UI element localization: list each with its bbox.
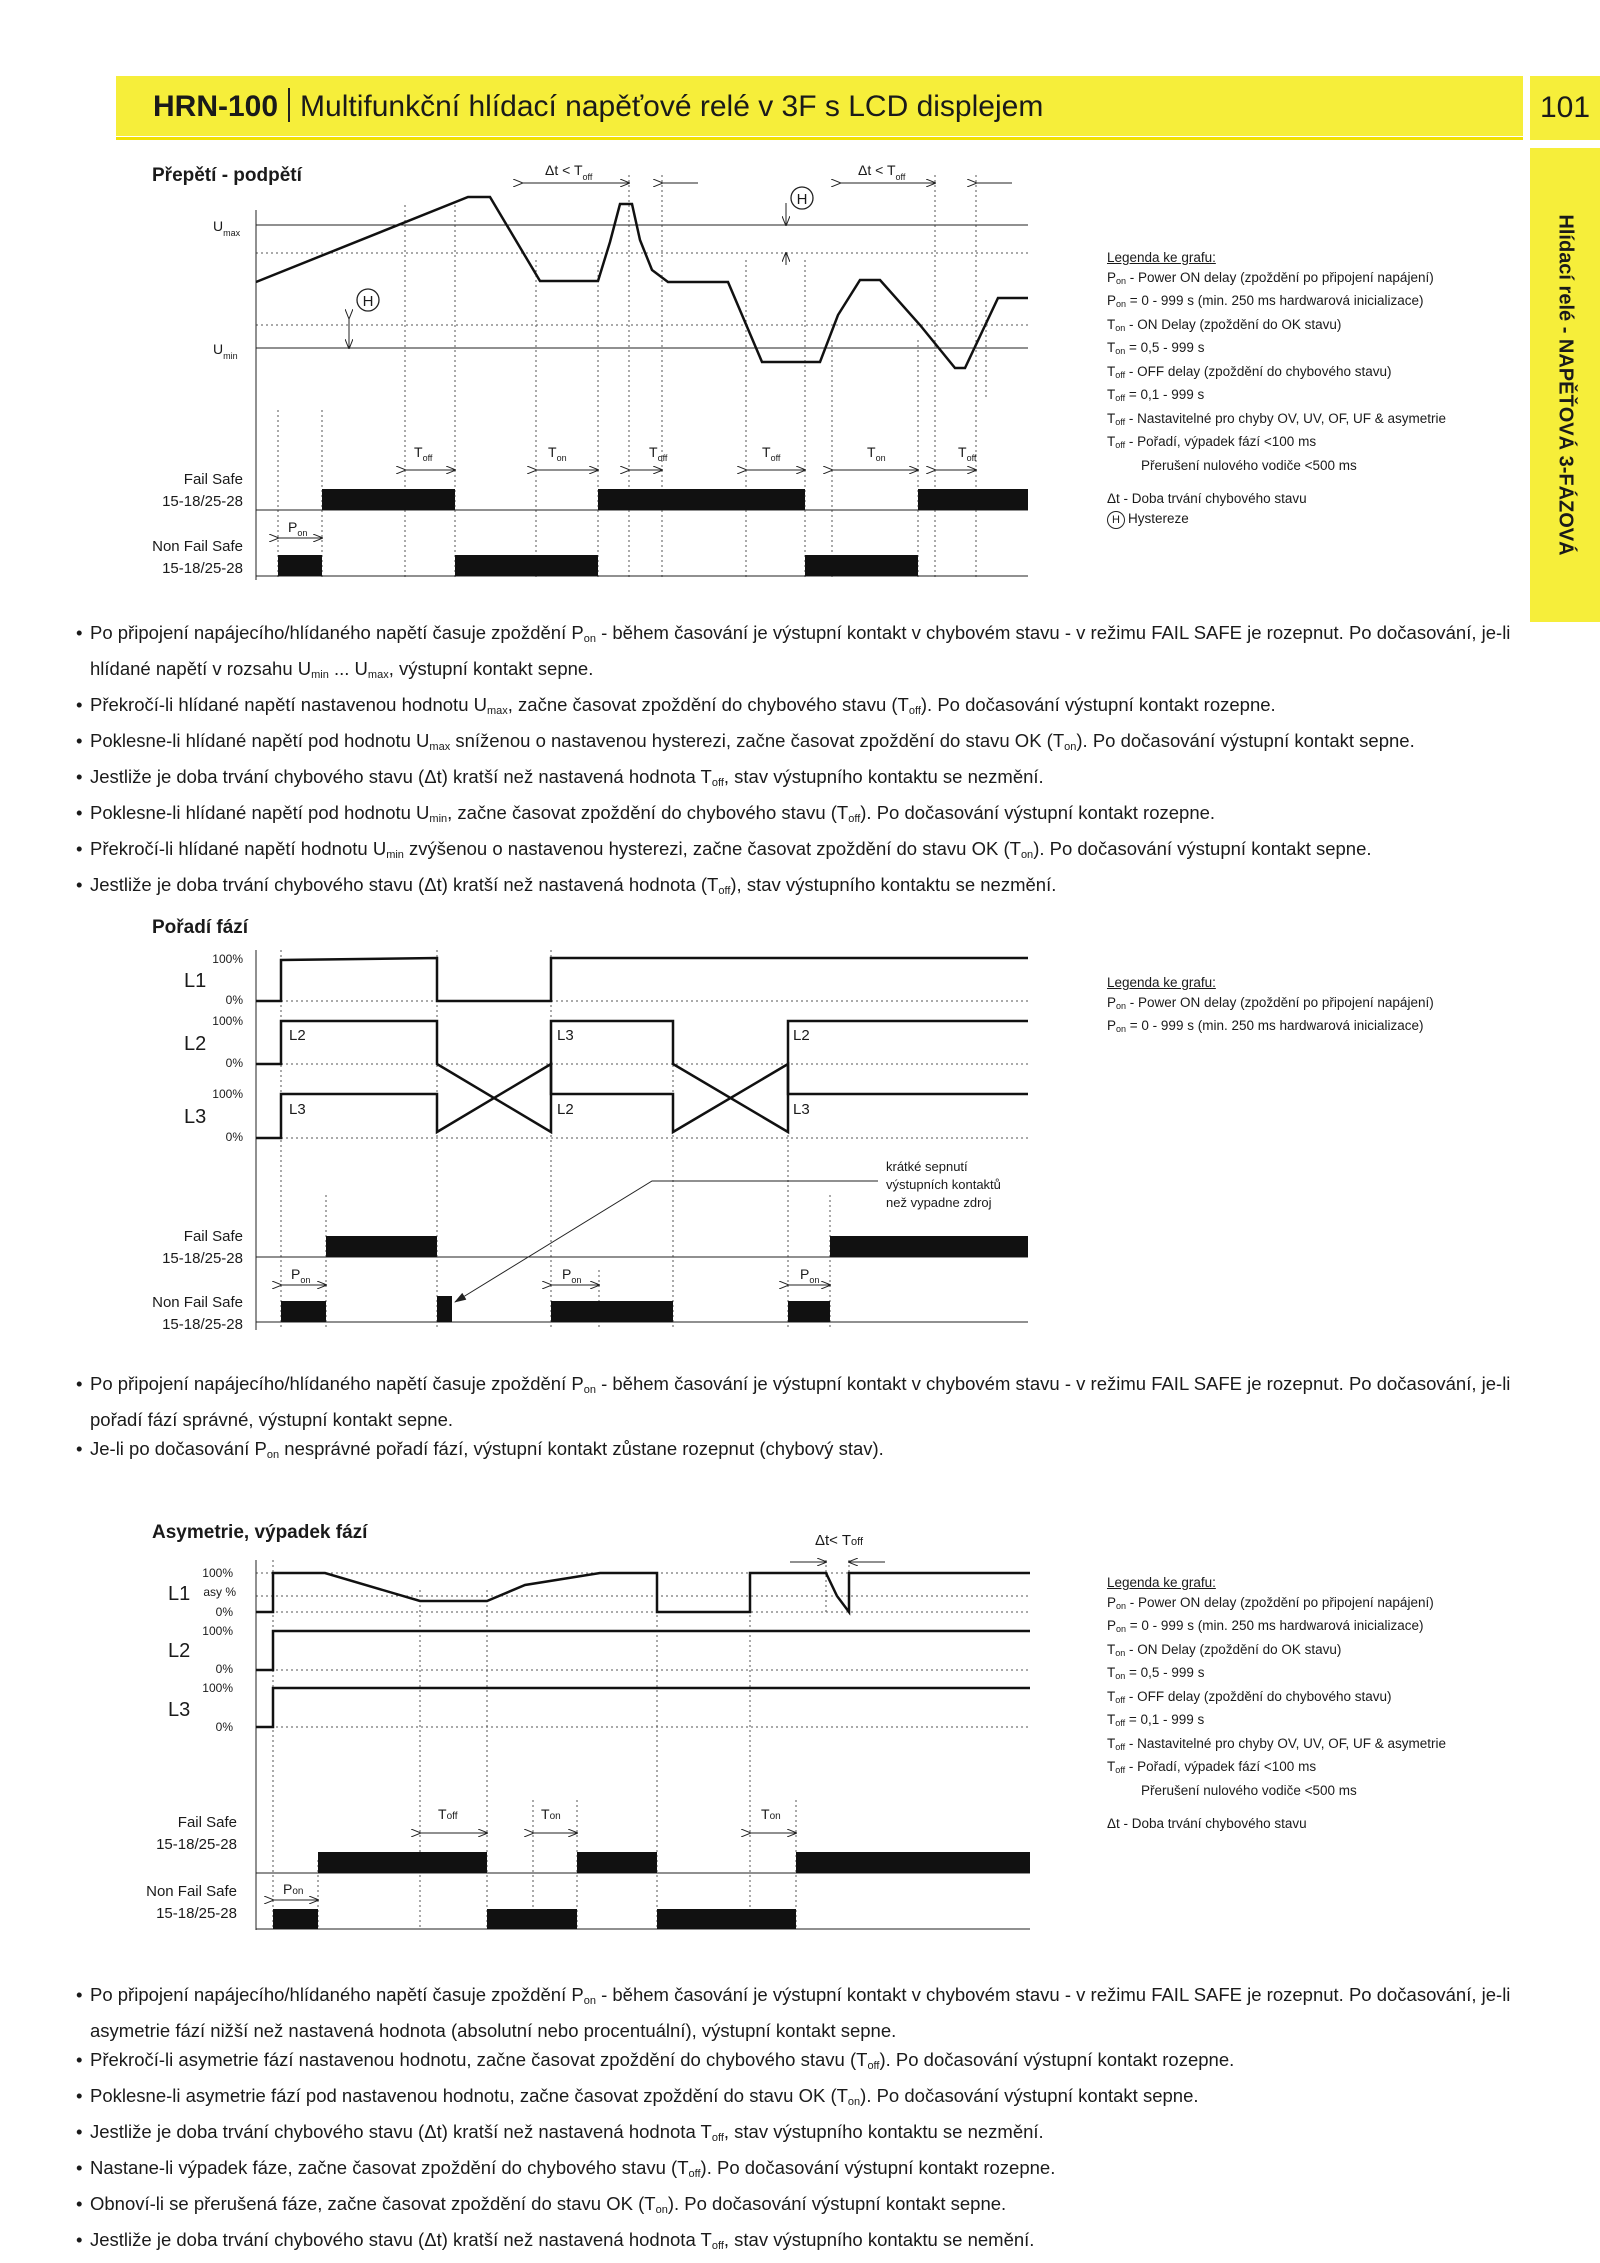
bullet-subscript: on bbox=[583, 1384, 596, 1396]
fs-bar bbox=[598, 489, 805, 510]
bullet-text: , začne časovat zpoždění do chybového stavu (T bbox=[447, 802, 849, 823]
bullet-subscript: on bbox=[583, 633, 596, 645]
legend-dt: Δt - Doba trvání chybového stavu bbox=[1107, 1816, 1307, 1831]
bullet-text: Jestliže je doba trvání chybového stavu (Δt) kratší než nastavená hodnota T bbox=[90, 2121, 712, 2142]
l1-label: L1 bbox=[168, 1583, 191, 1605]
l3-signal bbox=[256, 1688, 1030, 1727]
legend-symbol: P bbox=[1107, 994, 1117, 1010]
legend-symbol: T bbox=[1107, 1688, 1116, 1704]
fs-label: Fail Safe bbox=[183, 1228, 243, 1245]
bullet-subscript: off bbox=[711, 2240, 724, 2252]
chart3-time-markers bbox=[256, 1560, 1030, 1930]
legend-subscript: on bbox=[1115, 1671, 1126, 1681]
nfs-bar bbox=[437, 1296, 452, 1322]
t-sub: on bbox=[769, 1811, 781, 1822]
legend-symbol: P bbox=[1107, 1018, 1117, 1033]
t-symbol: T bbox=[548, 444, 557, 460]
chart1-row-labels bbox=[152, 471, 243, 577]
chart2-time-markers bbox=[256, 950, 1028, 1330]
bullet-subscript: off bbox=[711, 2132, 724, 2144]
page-number: 101 bbox=[1530, 76, 1600, 140]
legend-text: = 0,1 - 999 s bbox=[1125, 1712, 1205, 1727]
chart2-note bbox=[886, 1159, 1001, 1210]
bullet-subscript: on bbox=[1020, 849, 1034, 861]
legend-text: = 0 - 999 s (min. 250 ms hardwarová inicializace) bbox=[1126, 1018, 1424, 1033]
note-line: krátké sepnutí bbox=[886, 1159, 968, 1174]
legend-text: - ON Delay (zpoždění do OK stavu) bbox=[1125, 316, 1342, 332]
fs-terminals: 15-18/25-28 bbox=[162, 1250, 243, 1267]
bullet-subscript: on bbox=[583, 1995, 596, 2007]
pon-label bbox=[283, 1881, 303, 1897]
bullet-subscript: on bbox=[266, 1449, 280, 1461]
bullet-subscript: min bbox=[311, 669, 329, 681]
chart1-arrows bbox=[278, 183, 1012, 538]
pon-sub: on bbox=[571, 1275, 582, 1285]
l1-asy: asy % bbox=[203, 1585, 236, 1599]
seq-label: L2 bbox=[793, 1027, 810, 1044]
umax-sub: max bbox=[223, 228, 241, 238]
legend-subscript: on bbox=[1116, 1000, 1127, 1011]
nfs-terminals: 15-18/25-28 bbox=[162, 1316, 243, 1333]
t-symbol: T bbox=[541, 1806, 550, 1822]
seq-label: L3 bbox=[793, 1101, 810, 1118]
l2-label: L2 bbox=[168, 1640, 191, 1662]
legend-subscript: off bbox=[1115, 416, 1126, 427]
pon-sub: on bbox=[809, 1275, 820, 1285]
seq-label: L2 bbox=[289, 1027, 306, 1044]
l3-0: 0% bbox=[225, 1130, 243, 1144]
dt-text: Δt < T bbox=[545, 162, 583, 178]
fs-bar bbox=[830, 1236, 1028, 1257]
fs-label: Fail Safe bbox=[177, 1814, 237, 1831]
legend-subscript: off bbox=[1115, 1765, 1126, 1775]
fs-label: Fail Safe bbox=[183, 471, 243, 488]
l3-label: L3 bbox=[168, 1699, 191, 1721]
legend-symbol: T bbox=[1107, 316, 1116, 332]
legend-indent: Přerušení nulového vodiče <500 ms bbox=[1141, 1782, 1357, 1798]
bullet-text: ), stav výstupního kontaktu se nezmění. bbox=[730, 874, 1057, 895]
legend-text: - Power ON delay (zpoždění po připojení napájení) bbox=[1126, 1594, 1434, 1610]
legend-subscript: off bbox=[1115, 369, 1126, 380]
legend-text: - Nastavitelné pro chyby OV, UV, OF, UF & asymetrie bbox=[1125, 1735, 1446, 1751]
hysteresis-symbol: H bbox=[1107, 511, 1125, 529]
fs-bar bbox=[322, 489, 455, 510]
pon-label bbox=[800, 1266, 819, 1285]
bullet-text: Poklesne-li asymetrie fází pod nastavenou hodnotu, začne časovat zpoždění do stavu OK (T bbox=[90, 2085, 848, 2106]
legend-text: - Nastavitelné pro chyby OV, UV, OF, UF & asymetrie bbox=[1125, 410, 1446, 426]
legend-subscript: on bbox=[1115, 322, 1126, 333]
nfs-terminals: 15-18/25-28 bbox=[162, 560, 243, 577]
nfs-bars bbox=[281, 1296, 830, 1322]
dt-sub: off bbox=[895, 172, 906, 182]
bullet-text: - během časování je výstupní kontakt v chybovém stavu - v režimu FAIL SAFE je rozepnut. Po dočasování, je-li pořadí fází správné, výstupní kontakt sepne. bbox=[90, 1373, 1511, 1430]
legend-subscript: off bbox=[1115, 440, 1126, 450]
l1-signal bbox=[256, 958, 1028, 1001]
dt-sub: off bbox=[582, 172, 593, 182]
t-symbol: T bbox=[761, 1806, 770, 1822]
bullet-text: Po připojení napájecího/hlídaného napětí časuje zpoždění P bbox=[90, 1984, 584, 2005]
legend-symbol: T bbox=[1107, 1759, 1116, 1774]
legend-text: - Pořadí, výpadek fází <100 ms bbox=[1125, 434, 1317, 449]
bullet-subscript: max bbox=[486, 705, 508, 717]
l3-100: 100% bbox=[212, 1087, 243, 1101]
pon-sub: on bbox=[300, 1275, 311, 1285]
bullet-text: Poklesne-li hlídané napětí pod hodnotu U bbox=[90, 730, 430, 751]
bullet-text: ). Po dočasování výstupní kontakt rozepne. bbox=[879, 2049, 1235, 2070]
l3-100: 100% bbox=[202, 1681, 233, 1695]
legend-hysteresis-text: Hystereze bbox=[1128, 510, 1189, 526]
bullet-subscript: off bbox=[848, 813, 861, 825]
dt-label bbox=[815, 1532, 864, 1549]
l1-signal bbox=[256, 1573, 1030, 1612]
nfs-bar bbox=[805, 555, 918, 576]
umin-label bbox=[213, 341, 238, 361]
note-line: než vypadne zdroj bbox=[886, 1195, 992, 1210]
legend-symbol: T bbox=[1107, 387, 1116, 402]
fs-bars bbox=[326, 1236, 1028, 1257]
nfs-bar bbox=[788, 1301, 830, 1322]
t-label bbox=[761, 1806, 781, 1822]
chart2-title: Pořadí fází bbox=[152, 917, 249, 938]
legend-symbol: T bbox=[1107, 434, 1116, 449]
note-line: výstupních kontaktů bbox=[886, 1177, 1001, 1192]
l1-label: L1 bbox=[184, 970, 207, 992]
t-symbol: T bbox=[649, 444, 658, 460]
legend-symbol: T bbox=[1107, 1665, 1116, 1680]
bullet-subscript: off bbox=[908, 705, 921, 717]
nfs-bar bbox=[278, 555, 322, 576]
legend-subscript: off bbox=[1115, 1741, 1126, 1752]
l2-signal bbox=[256, 1021, 1028, 1132]
fs-bars bbox=[322, 489, 1028, 510]
phase-signals bbox=[256, 958, 1028, 1138]
chart1-title: Přepětí - podpětí bbox=[152, 165, 302, 186]
bullet-text: Po připojení napájecího/hlídaného napětí časuje zpoždění P bbox=[90, 622, 584, 643]
legend-symbol: P bbox=[1107, 1594, 1117, 1610]
umin-symbol: U bbox=[213, 341, 224, 357]
legend-text: - OFF delay (zpoždění do chybového stavu) bbox=[1125, 1688, 1392, 1704]
l2-0: 0% bbox=[215, 1662, 233, 1676]
l2-0: 0% bbox=[225, 1056, 243, 1070]
legend-symbol: T bbox=[1107, 1735, 1116, 1751]
t-symbol: T bbox=[762, 444, 771, 460]
fs-terminals: 15-18/25-28 bbox=[156, 1836, 237, 1853]
legend-symbol: T bbox=[1107, 363, 1116, 379]
chart3 bbox=[146, 1532, 1030, 1930]
nfs-bar bbox=[455, 555, 598, 576]
legend-text: - Power ON delay (zpoždění po připojení napájení) bbox=[1126, 994, 1434, 1010]
l3-signal bbox=[256, 1064, 1028, 1138]
legend-subscript: on bbox=[1116, 299, 1127, 309]
bullet-subscript: on bbox=[847, 2096, 861, 2108]
t-label bbox=[649, 444, 668, 463]
bullet-subscript: max bbox=[367, 669, 389, 681]
l2-signal bbox=[256, 1631, 1030, 1670]
chart3-time-labels bbox=[283, 1806, 781, 1897]
t-label bbox=[762, 444, 781, 463]
nfs-bars bbox=[278, 555, 918, 576]
nfs-label: Non Fail Safe bbox=[146, 1883, 237, 1900]
nfs-bar bbox=[281, 1301, 326, 1322]
chart2-scale-labels bbox=[212, 952, 243, 1144]
legend-symbol: T bbox=[1107, 1641, 1116, 1657]
bullet-subscript: min bbox=[386, 849, 404, 861]
bullet-text: Poklesne-li hlídané napětí pod hodnotu U bbox=[90, 802, 430, 823]
legend-subscript: on bbox=[1115, 346, 1126, 356]
fs-bar bbox=[918, 489, 1028, 510]
pon-symbol: P bbox=[288, 519, 298, 535]
fs-bar bbox=[577, 1852, 657, 1873]
legend-subscript: on bbox=[1116, 1624, 1127, 1634]
bullet-text: ... U bbox=[328, 658, 368, 679]
dt-sub: off bbox=[851, 1536, 864, 1548]
bullet-text: ). Po dočasování výstupní kontakt sepne. bbox=[1033, 838, 1372, 859]
legend-heading: Legenda ke grafu: bbox=[1107, 250, 1216, 265]
dt-label-2 bbox=[858, 162, 906, 182]
hysteresis-symbol-low-label: H bbox=[362, 293, 374, 310]
t-label bbox=[958, 444, 977, 463]
l1-100: 100% bbox=[212, 952, 243, 966]
umin-sub: min bbox=[223, 351, 238, 361]
t-label bbox=[548, 444, 567, 463]
bullet-text: ). Po dočasování výstupní kontakt rozepne. bbox=[920, 694, 1276, 715]
chart2-sequence-labels bbox=[289, 1027, 810, 1118]
bullet-subscript: off bbox=[867, 2060, 880, 2072]
l2-100: 100% bbox=[202, 1624, 233, 1638]
l2-100: 100% bbox=[212, 1014, 243, 1028]
t-label bbox=[414, 444, 433, 463]
legend-heading: Legenda ke grafu: bbox=[1107, 1575, 1216, 1590]
pon-label bbox=[288, 519, 307, 538]
bullet-text: Je-li po dočasování P bbox=[90, 1438, 267, 1459]
legend-symbol: T bbox=[1107, 340, 1116, 355]
chart1 bbox=[152, 162, 1028, 580]
bullet-subscript: on bbox=[1064, 741, 1077, 753]
bullet-text: Jestliže je doba trvání chybového stavu (Δt) kratší než nastavená hodnota T bbox=[90, 2229, 712, 2250]
bullet-text: Překročí-li asymetrie fází nastavenou hodnotu, začne časovat zpoždění do chybového stavu (T bbox=[90, 2049, 868, 2070]
bullet-text: Jestliže je doba trvání chybového stavu (Δt) kratší než nastavená hodnota T bbox=[90, 766, 712, 787]
bullet-text: , stav výstupního kontaktu se nezmění. bbox=[723, 2121, 1044, 2142]
bullet-text: ). Po dočasování výstupní kontakt sepne. bbox=[860, 2085, 1199, 2106]
pon-sub: on bbox=[292, 1886, 304, 1897]
chart3-phase-names bbox=[168, 1583, 190, 1721]
nfs-terminals: 15-18/25-28 bbox=[156, 1905, 237, 1922]
pon-symbol: P bbox=[800, 1266, 810, 1282]
legend-text: = 0 - 999 s (min. 250 ms hardwarová inicializace) bbox=[1126, 1618, 1424, 1633]
legend-symbol: P bbox=[1107, 293, 1117, 308]
chart2-row-labels bbox=[152, 1228, 243, 1333]
fs-bar bbox=[318, 1852, 487, 1873]
legend-subscript: off bbox=[1115, 393, 1126, 403]
model-name: HRN-100 bbox=[153, 90, 279, 123]
bullet-text: Po připojení napájecího/hlídaného napětí časuje zpoždění P bbox=[90, 1373, 584, 1394]
chart2-phase-names bbox=[184, 970, 206, 1128]
bullet-text: , stav výstupního kontaktu se nemění. bbox=[723, 2229, 1035, 2250]
l1-100: 100% bbox=[202, 1566, 233, 1580]
umax-label bbox=[213, 218, 241, 238]
hysteresis-symbol-high-label: H bbox=[796, 191, 808, 208]
legend-subscript: on bbox=[1116, 1600, 1127, 1611]
legend-text: = 0,5 - 999 s bbox=[1125, 1665, 1205, 1680]
fs-terminals: 15-18/25-28 bbox=[162, 493, 243, 510]
t-sub: off bbox=[966, 453, 977, 463]
pon-symbol: P bbox=[291, 1266, 301, 1282]
l1-0: 0% bbox=[225, 993, 243, 1007]
legend-dt: Δt - Doba trvání chybového stavu bbox=[1107, 491, 1307, 506]
bullet-subscript: max bbox=[429, 741, 451, 753]
legend-text: - ON Delay (zpoždění do OK stavu) bbox=[1125, 1641, 1342, 1657]
bullet-text: Nastane-li výpadek fáze, začne časovat zpoždění do chybového stavu (T bbox=[90, 2157, 689, 2178]
legend-subscript: off bbox=[1115, 1694, 1126, 1705]
fs-bar bbox=[326, 1236, 437, 1257]
nfs-bars bbox=[273, 1909, 796, 1929]
pon-label bbox=[291, 1266, 310, 1285]
seq-label: L2 bbox=[557, 1101, 574, 1118]
pon-sub: on bbox=[297, 528, 308, 538]
t-label bbox=[438, 1806, 458, 1822]
legend-text: - Power ON delay (zpoždění po připojení napájení) bbox=[1126, 269, 1434, 285]
legend-text: = 0,5 - 999 s bbox=[1125, 340, 1205, 355]
legend-subscript: on bbox=[1116, 275, 1127, 286]
chart3-arrows bbox=[273, 1562, 885, 1900]
legend-heading: Legenda ke grafu: bbox=[1107, 975, 1216, 990]
dt-text: Δt< T bbox=[815, 1532, 852, 1549]
dt-text: Δt < T bbox=[858, 162, 896, 178]
pon-symbol: P bbox=[562, 1266, 572, 1282]
legend-subscript: on bbox=[1116, 1024, 1127, 1034]
bullet-text: , výstupní kontakt sepne. bbox=[388, 658, 594, 679]
bullet-text: , stav výstupního kontaktu se nezmění. bbox=[723, 766, 1044, 787]
legend-text: = 0 - 999 s (min. 250 ms hardwarová inicializace) bbox=[1126, 293, 1424, 308]
legend-symbol: P bbox=[1107, 269, 1117, 285]
t-sub: off bbox=[657, 453, 668, 463]
bullet-text: ). Po dočasování výstupní kontakt rozepne. bbox=[860, 802, 1216, 823]
bullet-text: ). Po dočasování výstupní kontakt rozepne. bbox=[700, 2157, 1056, 2178]
l3-label: L3 bbox=[184, 1106, 207, 1128]
side-tab-label: Hlídací relé - NAPĚŤOVÁ 3-FÁZOVÁ bbox=[1554, 214, 1577, 556]
pon-symbol: P bbox=[283, 1881, 293, 1897]
nfs-bar bbox=[657, 1909, 796, 1929]
bullet-subscript: off bbox=[688, 2168, 701, 2180]
t-sub: on bbox=[549, 1811, 561, 1822]
dt-label-1 bbox=[545, 162, 593, 182]
seq-label: L3 bbox=[289, 1101, 306, 1118]
legend-symbol: P bbox=[1107, 1618, 1117, 1633]
nfs-label: Non Fail Safe bbox=[152, 1294, 243, 1311]
nfs-bar bbox=[273, 1909, 318, 1929]
nfs-label: Non Fail Safe bbox=[152, 538, 243, 555]
bullet-subscript: off bbox=[718, 885, 731, 897]
bullet-subscript: off bbox=[711, 777, 724, 789]
seq-label: L3 bbox=[557, 1027, 574, 1044]
l1-0: 0% bbox=[215, 1605, 233, 1619]
bullet-text: zvýšenou o nastavenou hysterezi, začne časovat zpoždění do stavu OK (T bbox=[403, 838, 1021, 859]
t-symbol: T bbox=[958, 444, 967, 460]
t-symbol: T bbox=[414, 444, 423, 460]
bullet-text: ). Po dočasování výstupní kontakt sepne. bbox=[1076, 730, 1415, 751]
l2-label: L2 bbox=[184, 1033, 207, 1055]
bullet-text: - během časování je výstupní kontakt v chybovém stavu - v režimu FAIL SAFE je rozepnut. Po dočasování, je-li asymetrie fází nižší než nastavená hodnota (absolutní nebo procentuální), výstupní kontakt sepne. bbox=[90, 1984, 1511, 2041]
bullet-subscript: min bbox=[429, 813, 448, 825]
legend-subscript: on bbox=[1115, 1647, 1126, 1658]
fs-bar bbox=[796, 1852, 1030, 1873]
t-symbol: T bbox=[438, 1806, 447, 1822]
title-text: Multifunkční hlídací napěťové relé v 3F s LCD displejem bbox=[300, 90, 1044, 123]
chart2 bbox=[152, 950, 1028, 1333]
bullet-text: Jestliže je doba trvání chybového stavu (Δt) kratší než nastavená hodnota (T bbox=[90, 874, 719, 895]
legend-text: - OFF delay (zpoždění do chybového stavu) bbox=[1125, 363, 1392, 379]
bullet-text: ). Po dočasování výstupní kontakt sepne. bbox=[667, 2193, 1007, 2214]
legend-subscript: off bbox=[1115, 1718, 1126, 1728]
t-label bbox=[867, 444, 886, 463]
umax-symbol: U bbox=[213, 218, 224, 234]
bullet-text: nesprávné pořadí fází, výstupní kontakt zůstane rozepnut (chybový stav). bbox=[279, 1438, 884, 1459]
bullet-text: sníženou o nastavenou hysterezi, začne časovat zpoždění do stavu OK (T bbox=[450, 730, 1065, 751]
bullet-subscript: on bbox=[655, 2204, 668, 2216]
pon-label bbox=[562, 1266, 581, 1285]
nfs-bar bbox=[551, 1301, 673, 1322]
t-sub: off bbox=[770, 453, 781, 463]
legend-text: = 0,1 - 999 s bbox=[1125, 387, 1205, 402]
bullet-text: - během časování je výstupní kontakt v chybovém stavu - v režimu FAIL SAFE je rozepnut. Po dočasování, je-li hlídané napětí v rozsahu U bbox=[90, 622, 1511, 679]
legend-text: - Pořadí, výpadek fází <100 ms bbox=[1125, 1759, 1317, 1774]
chart3-scale-labels bbox=[202, 1566, 236, 1734]
chart2-pon-labels bbox=[291, 1266, 819, 1285]
fs-bars bbox=[318, 1852, 1030, 1873]
t-sub: on bbox=[556, 453, 567, 463]
t-label bbox=[541, 1806, 561, 1822]
bullet-text: , začne časovat zpoždění do chybového stavu (T bbox=[507, 694, 909, 715]
bullet-text: Obnoví-li se přerušená fáze, začne časovat zpoždění do stavu OK (T bbox=[90, 2193, 656, 2214]
nfs-bar bbox=[487, 1909, 577, 1929]
bullet-text: Překročí-li hlídané napětí hodnotu U bbox=[90, 838, 387, 859]
t-sub: off bbox=[446, 1811, 458, 1822]
chart3-row-labels bbox=[146, 1814, 237, 1922]
legend-symbol: T bbox=[1107, 1712, 1116, 1727]
legend-indent: Přerušení nulového vodiče <500 ms bbox=[1141, 457, 1357, 473]
t-sub: on bbox=[875, 453, 886, 463]
legend-symbol: T bbox=[1107, 410, 1116, 426]
chart3-title: Asymetrie, výpadek fází bbox=[152, 1522, 368, 1543]
bullet-text: Překročí-li hlídané napětí nastavenou hodnotu U bbox=[90, 694, 487, 715]
t-sub: off bbox=[422, 453, 433, 463]
voltage-waveform bbox=[256, 197, 1028, 368]
t-symbol: T bbox=[867, 444, 876, 460]
l3-0: 0% bbox=[215, 1720, 233, 1734]
